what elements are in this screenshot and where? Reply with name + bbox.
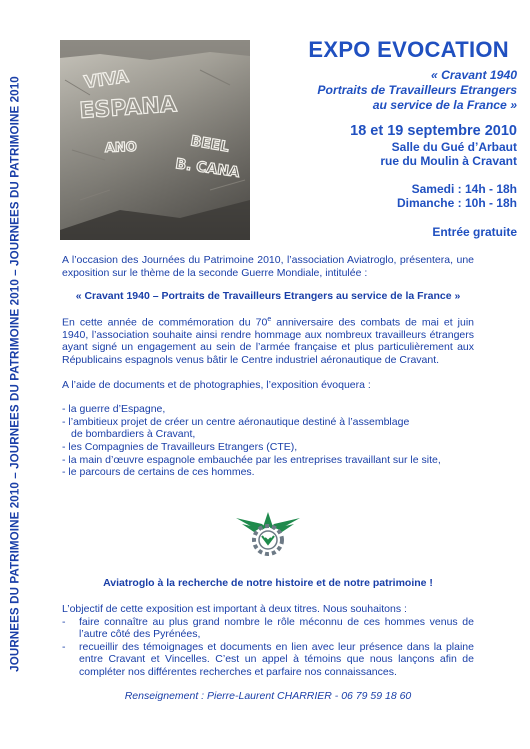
list-item (62, 641, 474, 679)
inscription-beel: BEEL (189, 133, 231, 156)
side-banner-text: JOURNEES DU PATRIMOINE 2010 – JOURNEES DU PATRIMOINE 2010 – JOURNEES DU PATRIMOINE 2010 (8, 76, 22, 672)
intro-paragraph: A l’occasion des Journées du Patrimoine 2010, l’association Aviatroglo, présentera, une exposition sur le thème de la seconde Guerre Mondiale, intitulée : (62, 254, 474, 279)
inscription-bcana: B. CANA (174, 156, 241, 181)
list-item (62, 616, 474, 641)
objectif-section (62, 603, 474, 679)
subtitle-line: au service de la France » (372, 98, 517, 112)
body-text (62, 254, 474, 479)
exhibition-title-quote: « Cravant 1940 – Portraits de Travailleurs Etrangers au service de la France » (75, 290, 461, 303)
event-header (255, 38, 517, 239)
list-item: - la main d’œuvre espagnole embauchée par les entreprises travaillant sur le site, (62, 453, 441, 466)
event-hours (255, 182, 517, 210)
venue-line: Salle du Gué d’Arbaut (391, 140, 517, 154)
list-item: - la guerre d’Espagne, (62, 403, 166, 416)
list-item: - le parcours de certains de ces hommes. (62, 466, 255, 479)
list-item: - l’ambitieux projet de créer un centre aéronautique destiné à l’assemblage (62, 415, 410, 428)
venue-line: rue du Moulin à Cravant (380, 154, 517, 168)
dash-bullet: - (62, 615, 66, 628)
commemoration-text-start: En cette année de commémoration du 70 (62, 316, 268, 329)
wall-inscription-photo (60, 40, 250, 240)
contact-line: Renseignement : Pierre-Laurent CHARRIER - 06 79 59 18 60 (124, 690, 412, 702)
patrimoine-tagline: Aviatroglo à la recherche de notre histoire et de notre patrimoine ! (103, 577, 433, 589)
subtitle-line: « Cravant 1940 (430, 68, 517, 82)
event-subtitle (255, 68, 517, 113)
admission-text: Entrée gratuite (432, 225, 517, 239)
inscription-viva: VIVA (82, 66, 130, 93)
wall-photo-graphic (60, 40, 250, 240)
objectif-list (62, 616, 474, 679)
commemoration-text-end: anniversaire des combats de mai et juin 1940, l’association souhaite ainsi rendre hommage aux nombreux travailleurs étrangers ayant signé un engagement au sein de l’armée française et plus particulièrement aux Républicains espagnols venus bâtir le Centre industriel aéronautique de Cravant. (62, 316, 474, 367)
side-banner (0, 0, 30, 749)
list-item: - les Compagnies de Travailleurs Etrangers (CTE), (62, 441, 298, 454)
dash-bullet: - (62, 640, 66, 653)
objectif-intro: L’objectif de cette exposition est important à deux titres. Nous souhaitons : (62, 603, 407, 615)
aviatroglo-logo-icon (232, 502, 304, 560)
objectif-item-text: faire connaître au plus grand nombre le rôle méconnu de ces hommes venus de l’autre côté des Pyrénées, (79, 615, 474, 641)
event-venue (255, 140, 517, 168)
inscription-espana: ESPANA (78, 92, 178, 124)
superscript-e: e (267, 315, 272, 323)
inscription-ano: ANO (104, 139, 138, 156)
hours-sunday: Dimanche : 10h - 18h (396, 196, 517, 210)
objectif-item-text: recueillir des témoignages et documents en lien avec leur présence dans la plaine entre Cravant et Vincelles. C’est un appel à témoins que nous lançons afin de compléter nos différentes recherches et parfaire nos connaissances. (79, 640, 474, 678)
aide-paragraph: A l’aide de documents et de photographies, l’exposition évoquera : (62, 378, 371, 391)
subtitle-line: Portraits de Travailleurs Etrangers (317, 83, 517, 97)
hours-saturday: Samedi : 14h - 18h (411, 182, 517, 196)
event-dates: 18 et 19 septembre 2010 (350, 123, 517, 139)
event-title: EXPO EVOCATION (308, 37, 509, 62)
list-item: de bombardiers à Cravant, (71, 428, 196, 441)
commemoration-paragraph (62, 314, 474, 367)
topics-list (62, 403, 474, 479)
